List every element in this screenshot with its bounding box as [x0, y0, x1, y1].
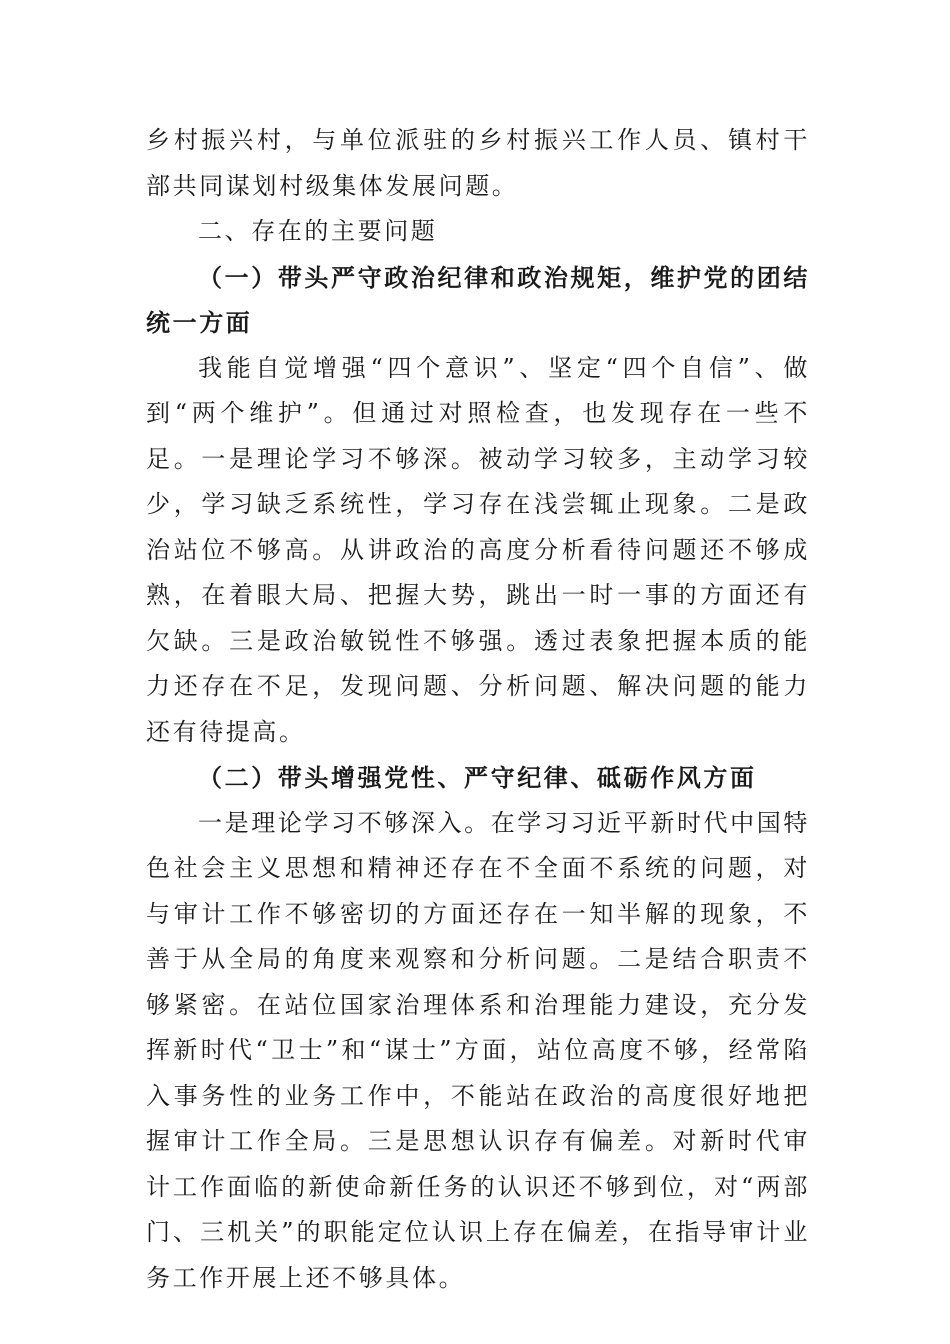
paragraph-political-discipline: 我能自觉增强“四个意识”、坚定“四个自信”、做到“两个维护”。但通过对照检查，也发现存在一些不足。一是理论学习不够深。被动学习较多，主动学习较少，学习缺乏系统性，学习存在浅尝辄止现象。二是政治站位不够高。从讲政治的高度分析看待问题还不够成熟，在着眼大局、把握大势，跳出一时一事的方面还有欠缺。三是政治敏锐性不够强。透过表象把握本质的能力还存在不足，发现问题、分析问题、解决问题的能力还有待提高。 [146, 353, 810, 746]
subsection-heading-political-discipline: （一）带头严守政治纪律和政治规矩，维护党的团结统一方面 [146, 262, 810, 337]
document-body [146, 118, 810, 1301]
paragraph-continuation: 乡村振兴村，与单位派驻的乡村振兴工作人员、镇村干部共同谋划村级集体发展问题。 [146, 126, 810, 200]
subsection-heading-party-spirit: （二）带头增强党性、严守纪律、砥砺作风方面 [198, 763, 757, 792]
section-heading-main-problems: 二、存在的主要问题 [198, 217, 438, 245]
paragraph-party-spirit: 一是理论学习不够深入。在学习习近平新时代中国特色社会主义思想和精神还存在不全面不系统的问题，对与审计工作不够密切的方面还存在一知半解的现象，不善于从全局的角度来观察和分析问题。二是结合职责不够紧密。在站位国家治理体系和治理能力建设，充分发挥新时代“卫士”和“谋士”方面，站位高度不够，经常陷入事务性的业务工作中，不能站在政治的高度很好地把握审计工作全局。三是思想认识存有偏差。对新时代审计工作面临的新使命新任务的认识还不够到位，对“两部门、三机关”的职能定位认识上存在偏差，在指导审计业务工作开展上还不够具体。 [146, 808, 810, 1292]
